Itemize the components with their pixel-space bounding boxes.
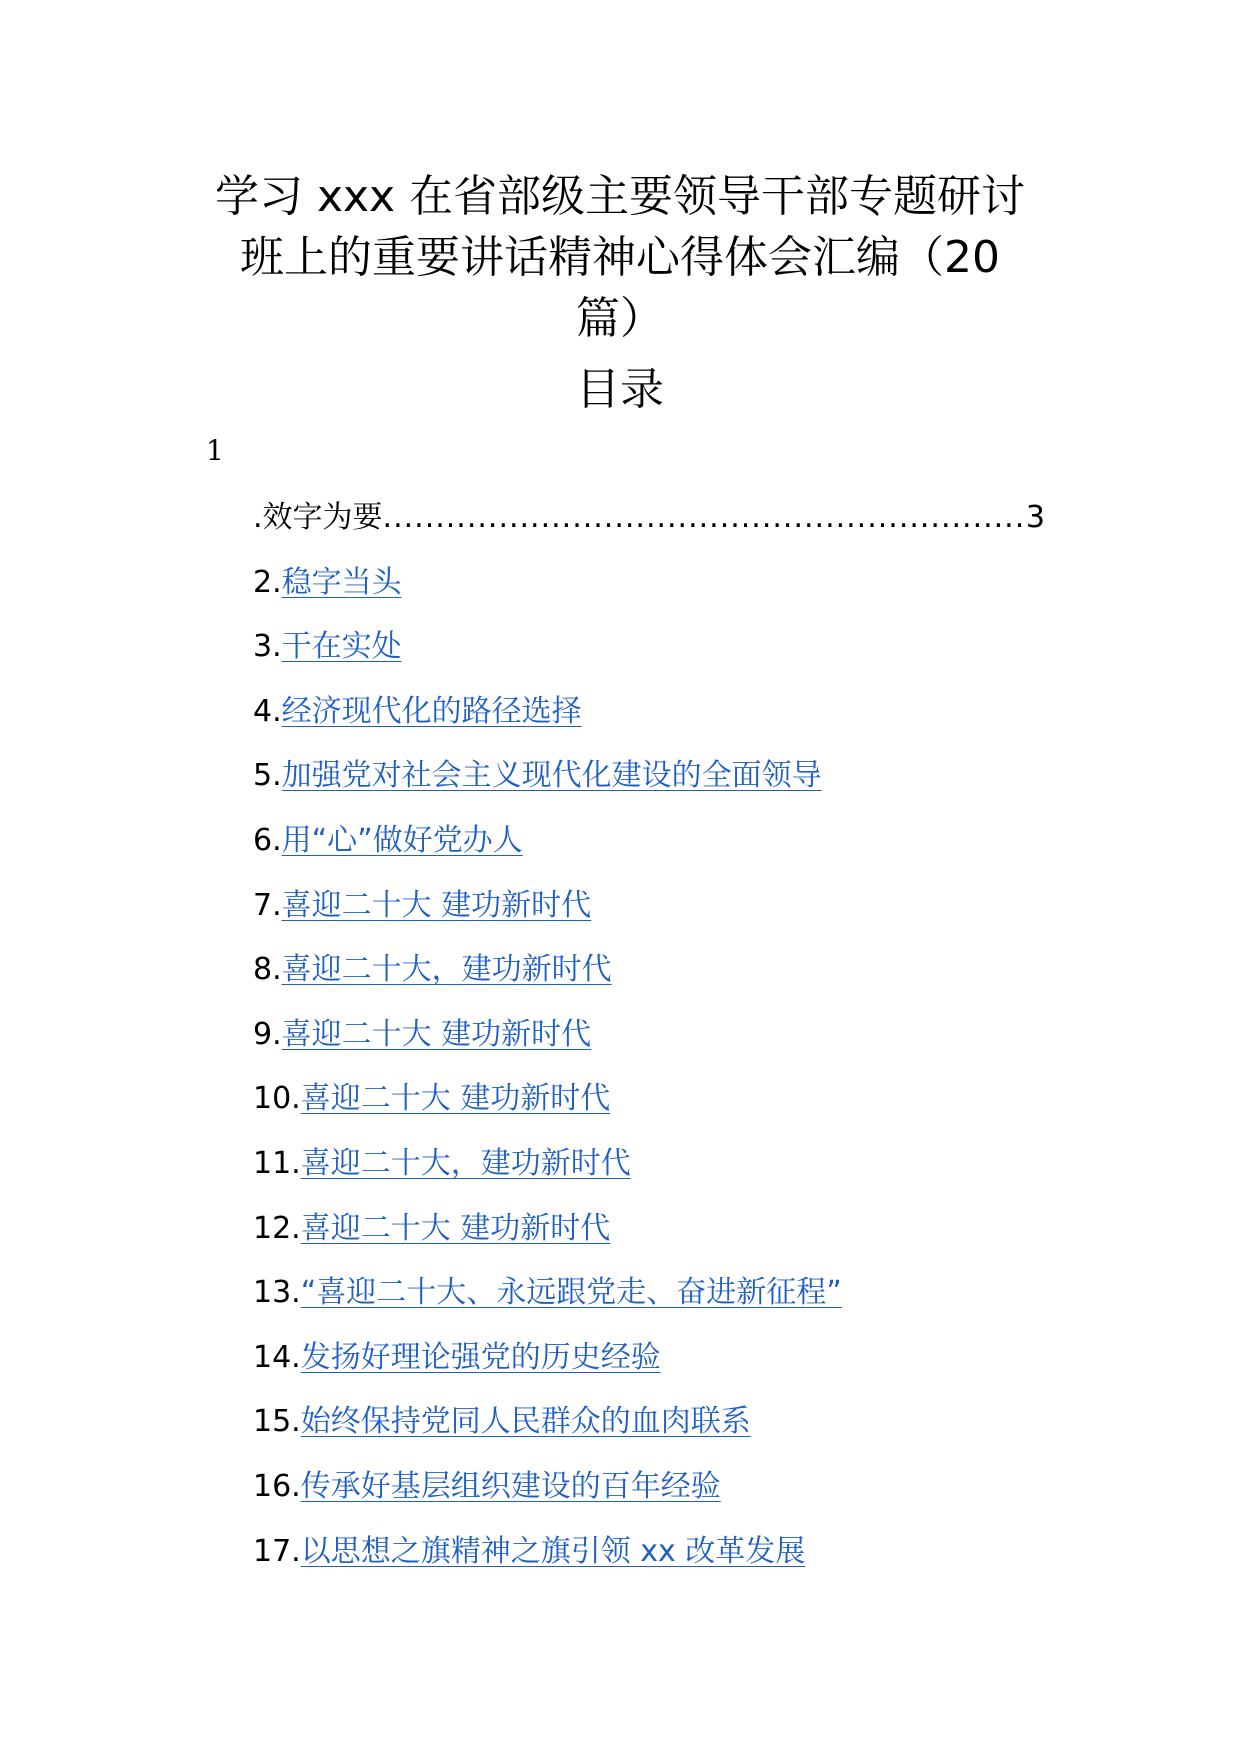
toc-entry-number: 11. [253, 1145, 301, 1181]
toc-entry-number: 15. [253, 1404, 301, 1440]
title-line-2: 班上的重要讲话精神心得体会汇编（20 [240, 232, 1000, 283]
toc-page-number: 3 [1025, 500, 1045, 535]
toc-entry-number: 3. [253, 629, 282, 665]
toc-entry-5 [253, 756, 1053, 821]
toc-heading: 目录 [576, 364, 664, 415]
toc-entry-number: 5. [253, 758, 282, 794]
toc-link[interactable]: 始终保持党同人民群众的血肉联系 [300, 1404, 751, 1440]
toc-entry-17 [253, 1532, 1053, 1597]
toc-link[interactable]: 喜迎二十大，建功新时代 [281, 952, 612, 988]
toc-entry-number: 10. [253, 1081, 301, 1117]
title-line-1: 学习 xxx 在省部级主要领导干部专题研讨 [214, 171, 1026, 222]
toc-entry-13 [253, 1273, 1053, 1338]
toc-entry-7 [253, 886, 1053, 951]
toc-entry-6 [253, 821, 1053, 886]
dot-leader [383, 498, 1026, 538]
toc-link[interactable]: 喜迎二十大 建功新时代 [300, 1210, 611, 1246]
toc-entry-number: 8. [253, 952, 282, 988]
toc-entry-8 [253, 950, 1053, 1015]
toc-entry-10 [253, 1079, 1053, 1144]
toc-entry-1 [253, 498, 1053, 563]
title-line-3: 篇） [576, 293, 664, 344]
toc-entry-number: 9. [253, 1016, 282, 1052]
toc-entry-number: 4. [253, 693, 282, 729]
toc-first-row [253, 498, 1045, 538]
table-of-contents [253, 498, 1053, 1596]
page-marker: 1 [206, 434, 224, 467]
toc-entry-12 [253, 1209, 1053, 1274]
toc-link[interactable]: 用“心”做好党办人 [281, 822, 523, 858]
toc-link[interactable]: 加强党对社会主义现代化建设的全面领导 [281, 758, 822, 794]
toc-entry-4 [253, 692, 1053, 757]
toc-link[interactable]: 传承好基层组织建设的百年经验 [300, 1468, 721, 1504]
toc-link[interactable]: 干在实处 [281, 629, 402, 665]
toc-link[interactable]: 稳字当头 [281, 564, 402, 600]
toc-entry-number: 16. [253, 1468, 301, 1504]
toc-link[interactable]: 喜迎二十大 建功新时代 [281, 887, 592, 923]
toc-link[interactable]: 喜迎二十大，建功新时代 [300, 1145, 631, 1181]
toc-entry-16 [253, 1467, 1053, 1532]
toc-link[interactable]: 喜迎二十大 建功新时代 [281, 1016, 592, 1052]
toc-link[interactable]: 以思想之旗精神之旗引领 xx 改革发展 [300, 1533, 806, 1569]
toc-entry-number: 2. [253, 564, 282, 600]
toc-entry-14 [253, 1338, 1053, 1403]
toc-link[interactable]: “喜迎二十大、永远跟党走、奋进新征程” [300, 1275, 842, 1311]
document-title [190, 166, 1050, 349]
toc-entry-11 [253, 1144, 1053, 1209]
toc-entry-number: 17. [253, 1533, 301, 1569]
toc-entry-3 [253, 627, 1053, 692]
toc-entry-number: 12. [253, 1210, 301, 1246]
toc-entry-label: .效字为要 [253, 500, 383, 535]
toc-link[interactable]: 经济现代化的路径选择 [281, 693, 582, 729]
toc-entry-15 [253, 1402, 1053, 1467]
toc-link[interactable]: 喜迎二十大 建功新时代 [300, 1081, 611, 1117]
toc-entry-number: 6. [253, 822, 282, 858]
toc-entry-9 [253, 1015, 1053, 1080]
toc-entry-number: 13. [253, 1275, 301, 1311]
toc-entry-number: 14. [253, 1339, 301, 1375]
toc-entry-number: 7. [253, 887, 282, 923]
toc-entry-2 [253, 563, 1053, 628]
toc-link[interactable]: 发扬好理论强党的历史经验 [300, 1339, 661, 1375]
